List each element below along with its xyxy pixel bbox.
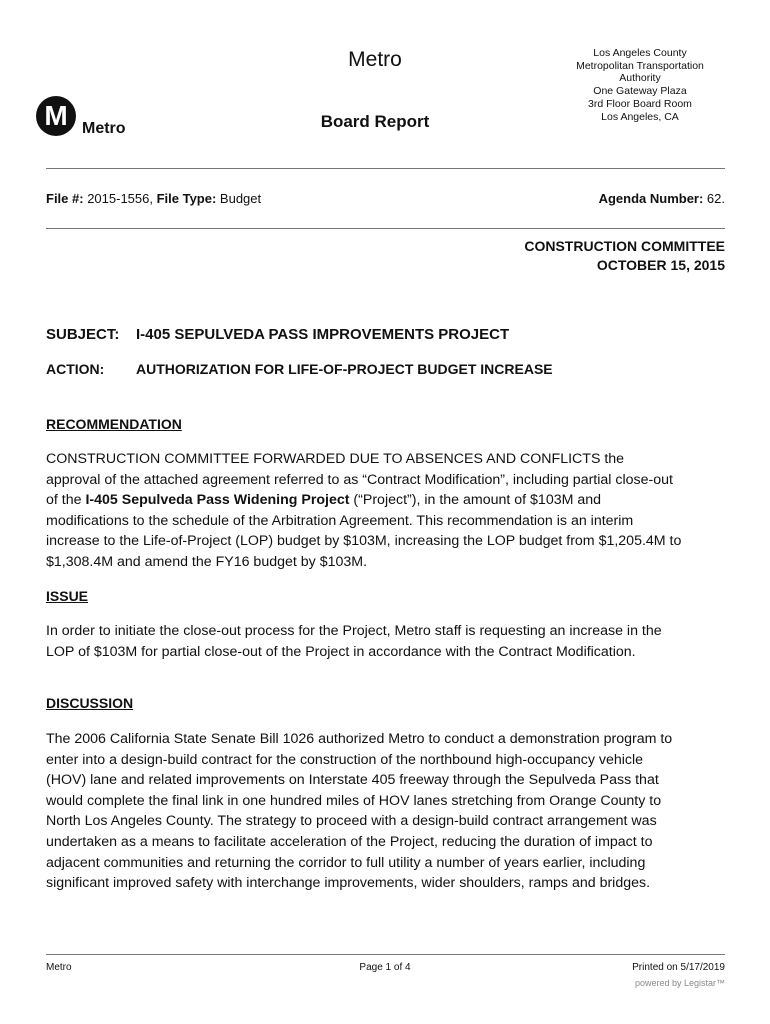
- file-info: [46, 191, 261, 206]
- metro-logo: [34, 94, 154, 144]
- footer-org: Metro: [46, 962, 72, 973]
- address-block: [555, 47, 725, 123]
- paragraph-line: would complete the final link in one hundred miles of HOV lanes stretching from Orange County to: [46, 792, 662, 809]
- committee-name: CONSTRUCTION COMMITTEE: [524, 238, 725, 254]
- paragraph-line: (HOV) lane and related improvements on Interstate 405 freeway through the Sepulveda Pass that: [46, 772, 659, 789]
- paragraph-line: $1,308.4M and amend the FY16 budget by $103M.: [46, 553, 368, 570]
- address-line: Los Angeles, CA: [601, 110, 679, 123]
- paragraph-line: approval of the attached agreement referred to as “Contract Modification”, including partial close-out: [46, 471, 673, 488]
- committee-block: [524, 237, 725, 275]
- action-value: AUTHORIZATION FOR LIFE-OF-PROJECT BUDGET INCREASE: [136, 361, 553, 377]
- file-number-value: 2015-1556,: [83, 191, 157, 206]
- paragraph-line: undertaken as a means to facilitate acceleration of the Project, reducing the duration of impact to: [46, 833, 653, 850]
- paragraph-line: [46, 490, 736, 511]
- recommendation-paragraph: [46, 449, 736, 573]
- report-title: Board Report: [320, 112, 430, 131]
- paragraph-line: significant improved safety with interchange improvements, wider shoulders, ramps and bridges.: [46, 875, 651, 892]
- recommendation-heading: RECOMMENDATION: [46, 416, 182, 432]
- project-name-emphasis: I-405 Sepulveda Pass Widening Project: [85, 492, 350, 509]
- line-text: of the: [46, 492, 86, 509]
- committee-date: OCTOBER 15, 2015: [596, 257, 725, 273]
- paragraph-line: CONSTRUCTION COMMITTEE FORWARDED DUE TO ABSENCES AND CONFLICTS the: [46, 451, 625, 467]
- discussion-heading: DISCUSSION: [46, 695, 134, 711]
- printed-date: Printed on 5/17/2019: [632, 962, 725, 973]
- address-line: One Gateway Plaza: [593, 85, 687, 98]
- header-divider: [46, 168, 725, 169]
- address-line: Metropolitan Transportation: [576, 59, 704, 72]
- discussion-paragraph: [46, 729, 736, 894]
- address-line: Authority: [619, 72, 661, 85]
- paragraph-line: modifications to the schedule of the Arbitration Agreement. This recommendation is an interim: [46, 512, 634, 529]
- line-text: (“Project”), in the amount of $103M and: [349, 492, 602, 509]
- subject-label: SUBJECT:: [46, 326, 120, 343]
- agenda-number: [599, 191, 725, 206]
- file-info-divider: [46, 228, 725, 229]
- paragraph-line: LOP of $103M for partial close-out of the Project in accordance with the Contract Modification.: [46, 643, 636, 660]
- action-row: [46, 361, 553, 377]
- address-line: Los Angeles County: [593, 47, 687, 59]
- agenda-number-label: Agenda Number:: [598, 191, 704, 206]
- subject-value: I-405 SEPULVEDA PASS IMPROVEMENTS PROJECT: [136, 326, 510, 343]
- agenda-number-value: 62.: [703, 191, 725, 206]
- paragraph-line: increase to the Life-of-Project (LOP) budget by $103M, increasing the LOP budget from $1,205.4M to: [46, 533, 682, 550]
- page-number: Page 1 of 4: [359, 962, 411, 973]
- subject-row: [46, 326, 509, 343]
- powered-by-legistar: powered by Legistar™: [634, 978, 725, 988]
- footer-divider: [46, 954, 725, 955]
- paragraph-line: North Los Angeles County. The strategy to proceed with a design-build contract arrangement was: [46, 813, 657, 830]
- action-label: ACTION:: [46, 361, 105, 377]
- paragraph-line: adjacent communities and returning the corridor to full utility a number of years earlier, including: [46, 854, 646, 871]
- metro-logo-icon: M: [36, 96, 76, 136]
- paragraph-line: In order to initiate the close-out process for the Project, Metro staff is requesting an increase in the: [46, 623, 662, 639]
- issue-heading: ISSUE: [46, 588, 89, 604]
- org-title: Metro: [348, 48, 402, 71]
- paragraph-line: enter into a design-build contract for the construction of the northbound high-occupancy vehicle: [46, 751, 644, 768]
- paragraph-line: The 2006 California State Senate Bill 1026 authorized Metro to conduct a demonstration program to: [46, 731, 673, 747]
- issue-paragraph: [46, 621, 736, 662]
- file-number-label: File #:: [46, 191, 84, 206]
- address-line: 3rd Floor Board Room: [588, 97, 692, 110]
- metro-logo-wordmark: Metro: [82, 120, 126, 137]
- file-type-label: File Type:: [156, 191, 217, 206]
- file-type-value: Budget: [216, 191, 262, 206]
